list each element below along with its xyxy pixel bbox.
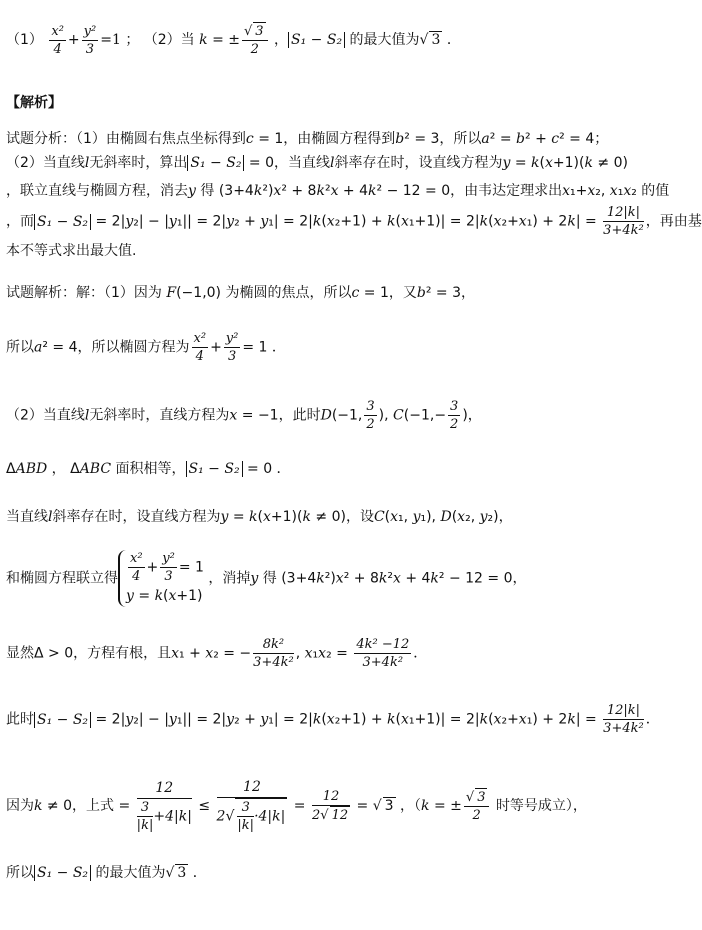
part1-label: （1）: [6, 32, 43, 48]
solution-line-6: 和椭圆方程联立得 $\frac{\text{x²}}{4}$ + $\frac{\text{y²}}{3}$ = 1 y = k(x+1) ，消掉y 得 (3+4k²)x² + 8k²x + 4k² − 12 = 0，: [6, 550, 624, 607]
overview-line-2: （2）当直线l无斜率时，算出 S₁ − S₂ = 0，当直线l斜率存在时，设直线方程为y = k(x+1)(k ≠ 0): [6, 155, 628, 171]
answer-line: （1） $\frac{\text{x²}}{4}$ + $\frac{\text{y²}}{3}$ =1 ； （2）当 k = ± $\frac{√ 3}{2}$ ， S₁ − S₂ 的最大值为√ 3 ．: [6, 23, 461, 57]
ellipse-fraction-x: $\frac{\text{x²}}{4}$: [51, 23, 64, 57]
overview-line-5: 本不等式求出最大值.: [6, 243, 137, 259]
solution-line-9: 因为k ≠ 0，上式 = 12 $\frac{3}{|k|}$ +4|k| ≤ 12 2√ $\frac{3}{|k|}$ ·4|k| = $\frac{12}{2√ 12}$ = √ 3 ，（k = ± $\frac{√ 3}{2}$ 时等号成立），: [6, 779, 587, 833]
overview-line-3: ，联立直线与椭圆方程，消去y 得 (3+4k²)x² + 8k²x + 4k² − 12 = 0，由韦达定理求出x₁+x₂, x₁x₂ 的值: [6, 183, 670, 199]
solution-line-2: 所以a² = 4，所以椭圆方程为 $\frac{\text{x²}}{4}$ + $\frac{\text{y²}}{3}$ = 1 ．: [6, 331, 286, 364]
solution-line-1: 试题解析：解：（1）因为 F(−1,0) 为椭圆的焦点，所以c = 1，又b² = 3，: [6, 285, 475, 301]
overview-line-1: 试题分析：（1）由椭圆右焦点坐标得到c = 1，由椭圆方程得到b² = 3，所以a² = b² + c² = 4；: [6, 131, 609, 147]
solution-line-5: 当直线l斜率存在时，设直线方程为y = k(x+1)(k ≠ 0)，设C(x₁, y₁), D(x₂, y₂)，: [6, 509, 513, 525]
ellipse-fraction-y: $\frac{\text{y²}}{3}$: [83, 23, 97, 57]
equation-system: $\frac{\text{x²}}{4}$ + $\frac{\text{y²}}{3}$ = 1 y = k(x+1): [118, 550, 204, 607]
solution-line-7: 显然Δ > 0，方程有根，且x₁ + x₂ = − $\frac{\text{8k²}}{\text{3+4k²}}$ , x₁x₂ = $\frac{\text{4k² −12}}{\text{3+4k²}}$ ．: [6, 637, 428, 670]
solution-line-10: 所以 S₁ − S₂ 的最大值为√ 3 ．: [6, 865, 207, 881]
solution-line-4: ΔABD ， ΔABC 面积相等， S₁ − S₂ = 0 ．: [6, 461, 291, 477]
part2-label: （2）当: [143, 32, 195, 48]
solution-line-8: 此时 S₁ − S₂ = 2|y₂| − |y₁|| = 2|y₂ + y₁| = 2|k(x₂+1) + k(x₁+1)| = 2|k(x₂+x₁) + 2k| = $\frac{12|k|}{\text{3+4k²}}$ ．: [6, 703, 660, 736]
analysis-title: 【解析】: [6, 95, 62, 111]
solution-line-3: （2）当直线l无斜率时，直线方程为x = −1，此时D(−1, $\frac{3}{2}$ ), C(−1,− $\frac{3}{2}$ )，: [6, 399, 482, 432]
overview-fraction: $\frac{12|k|}{\text{3+4k²}}$: [603, 205, 644, 238]
overview-line-4: ，而 S₁ − S₂ = 2|y₂| − |y₁|| = 2|y₂ + y₁| = 2|k(x₂+1) + k(x₁+1)| = 2|k(x₂+x₁) + 2k| = $\frac{12|k|}{\text{3+4k²}}$ ，再由基: [6, 205, 702, 238]
k-value-fraction: $\frac{√ 3}{2}$: [242, 22, 268, 58]
